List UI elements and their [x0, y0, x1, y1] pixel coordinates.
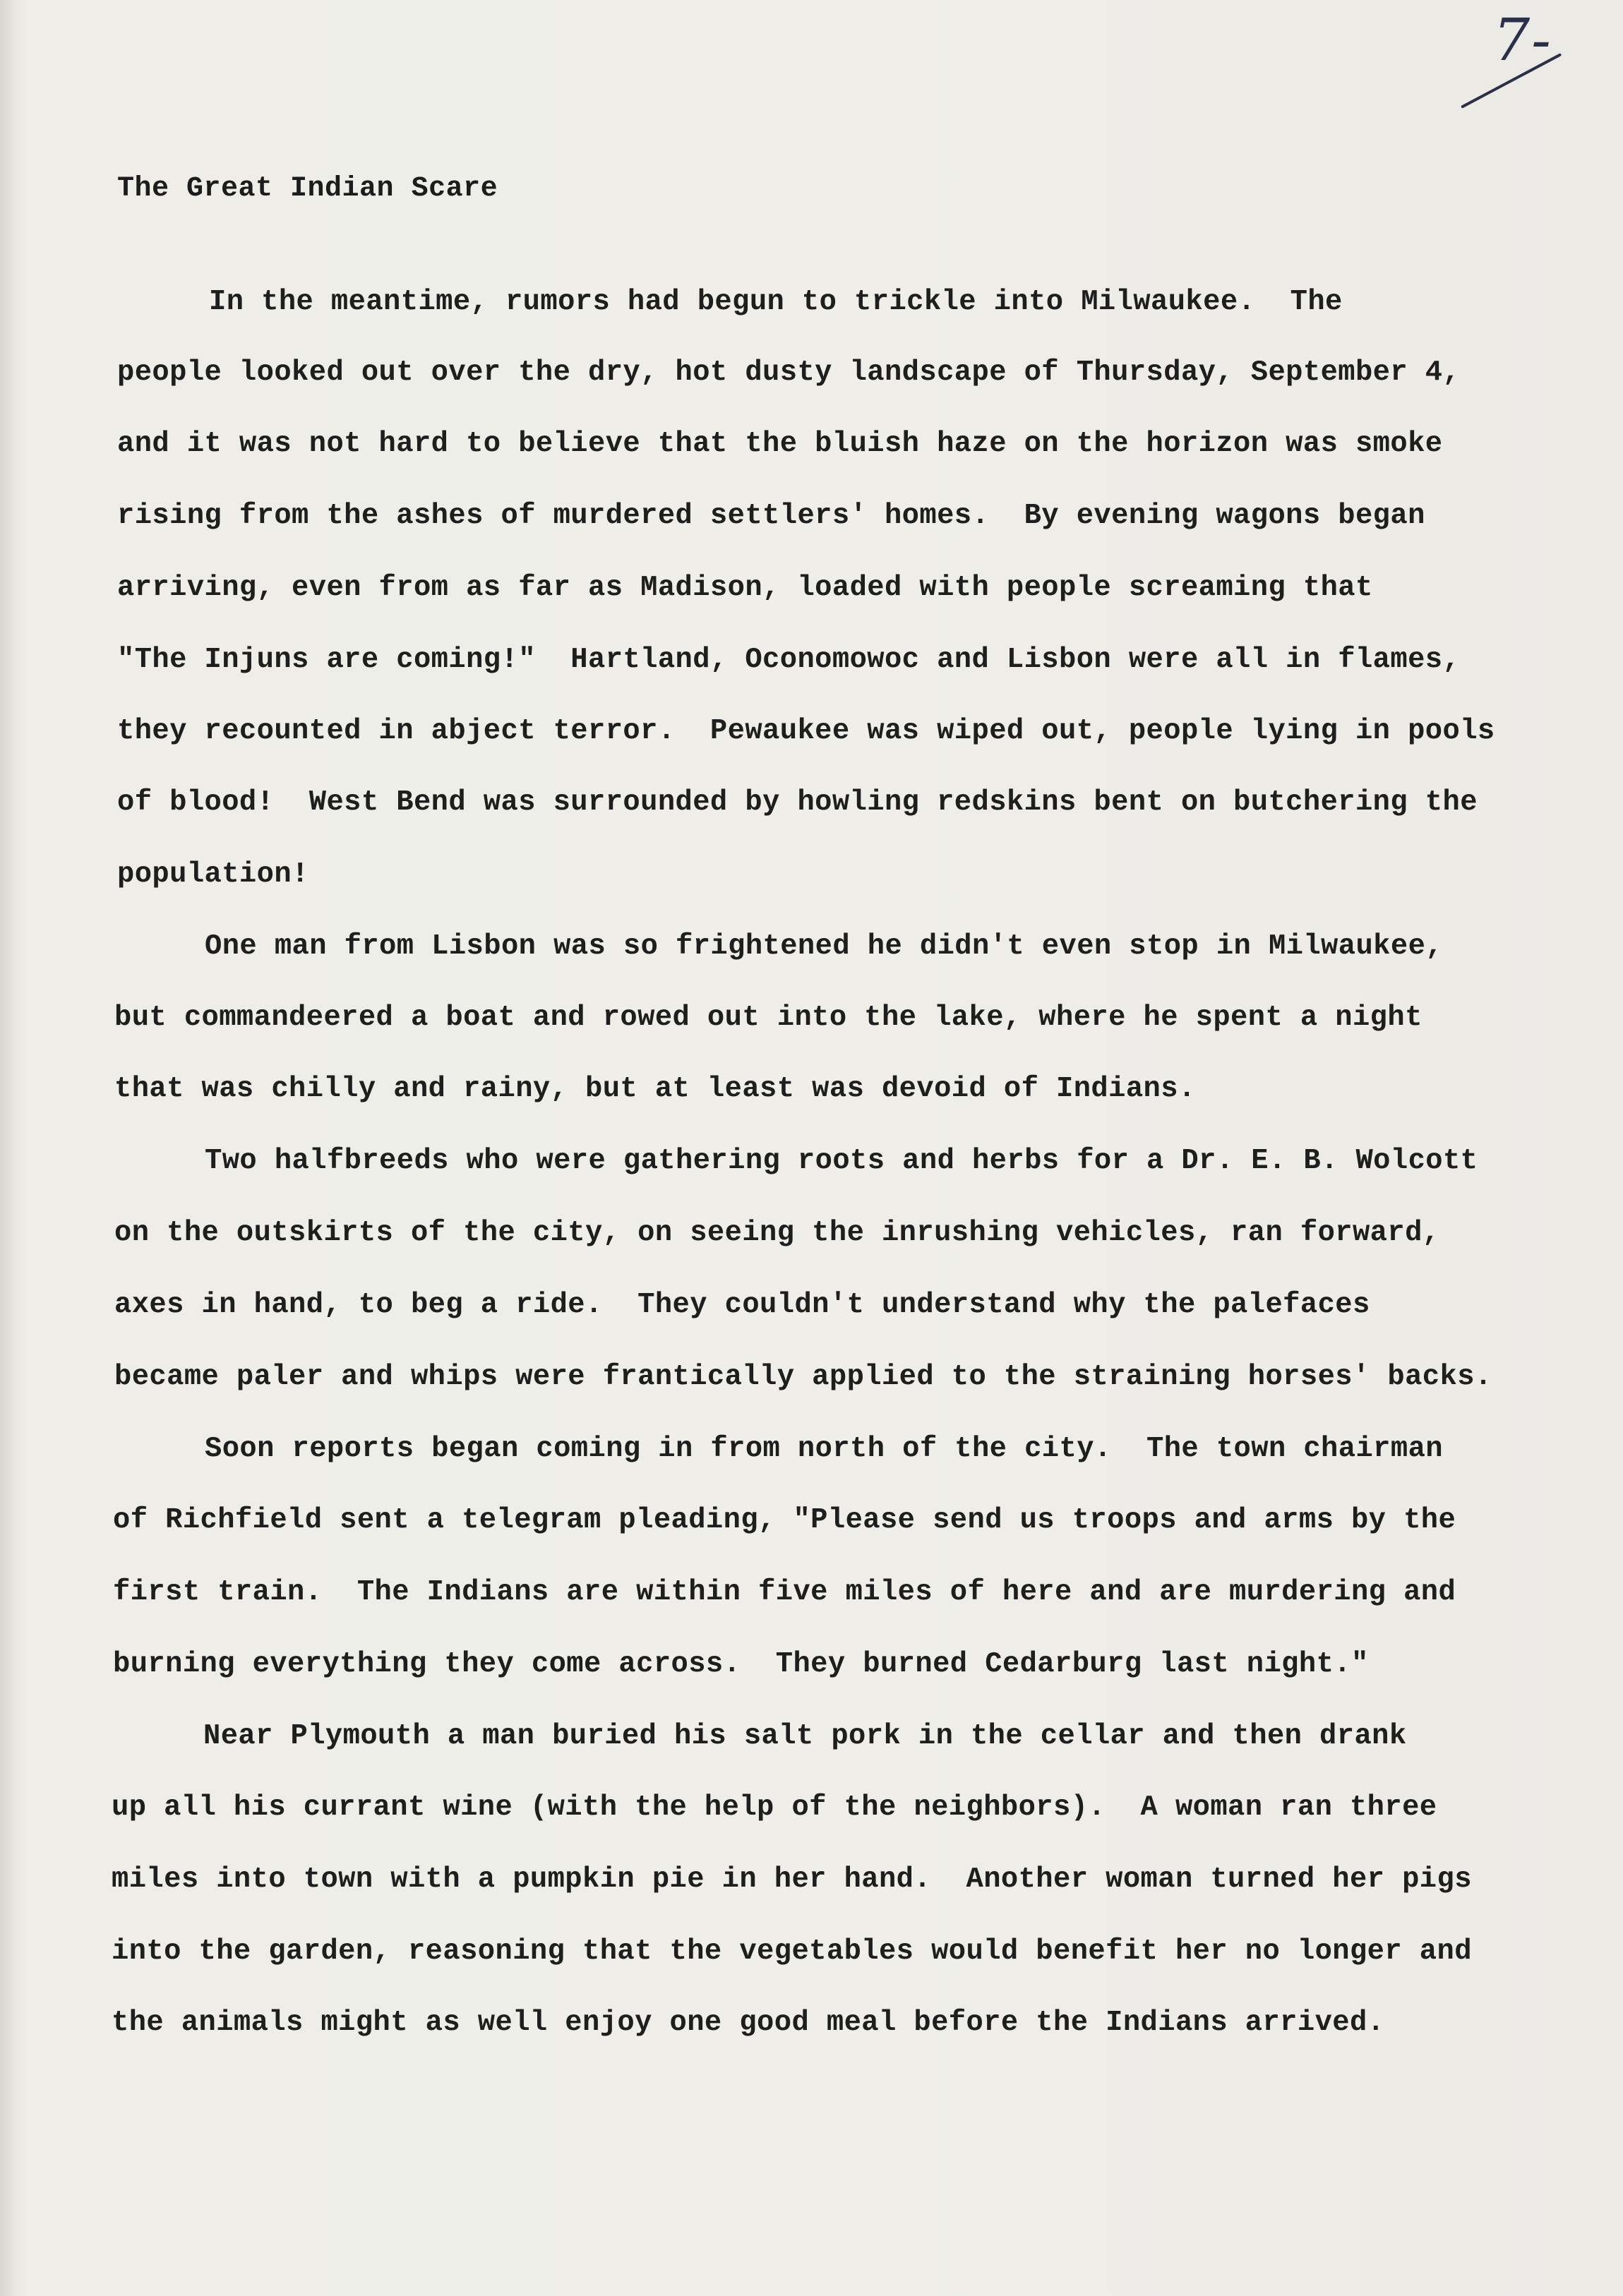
text-line: Soon reports began coming in from north of the city. The town chairman [205, 1433, 1443, 1465]
text-line: miles into town with a pumpkin pie in her hand. Another woman turned her pigs [112, 1863, 1472, 1896]
text-line: that was chilly and rainy, but at least was devoid of Indians. [114, 1073, 1196, 1105]
text-line: into the garden, reasoning that the vegetables would benefit her no longer and [112, 1935, 1472, 1968]
text-line: the animals might as well enjoy one good meal before the Indians arrived. [112, 2007, 1385, 2039]
text-line: and it was not hard to believe that the bluish haze on the horizon was smoke [117, 428, 1443, 460]
text-line: One man from Lisbon was so frightened he didn't even stop in Milwaukee, [205, 930, 1443, 963]
text-line: burning everything they come across. They burned Cedarburg last night." [113, 1648, 1369, 1681]
text-line: became paler and whips were frantically applied to the straining horses' backs. [114, 1361, 1492, 1393]
text-line: up all his currant wine (with the help of the neighbors). A woman ran three [112, 1791, 1437, 1824]
text-line: they recounted in abject terror. Pewaukee was wiped out, people lying in pools [117, 715, 1495, 747]
text-line: first train. The Indians are within five miles of here and are murdering and [113, 1576, 1456, 1609]
text-line: people looked out over the dry, hot dusty landscape of Thursday, September 4, [117, 356, 1461, 389]
text-line: arriving, even from as far as Madison, loaded with people screaming that [117, 572, 1373, 604]
text-line: Two halfbreeds who were gathering roots and herbs for a Dr. E. B. Wolcott [205, 1145, 1478, 1177]
text-line: of blood! West Bend was surrounded by howling redskins bent on butchering the [117, 786, 1478, 819]
text-line: population! [117, 858, 309, 891]
text-line: on the outskirts of the city, on seeing the inrushing vehicles, ran forward, [114, 1217, 1440, 1249]
document-title: The Great Indian Scare [117, 173, 498, 205]
handwritten-page-number: 7- [1493, 7, 1552, 74]
text-line: but commandeered a boat and rowed out into the lake, where he spent a night [114, 1002, 1423, 1034]
text-line: Near Plymouth a man buried his salt pork in the cellar and then drank [203, 1720, 1407, 1753]
text-line: In the meantime, rumors had begun to trickle into Milwaukee. The [209, 286, 1343, 318]
text-line: "The Injuns are coming!" Hartland, Oconomowoc and Lisbon were all in flames, [117, 644, 1461, 676]
text-line: of Richfield sent a telegram pleading, "Please send us troops and arms by the [113, 1504, 1456, 1537]
page-left-edge [0, 0, 16, 2296]
text-line: rising from the ashes of murdered settlers' homes. By evening wagons began [117, 500, 1425, 532]
text-line: axes in hand, to beg a ride. They couldn't understand why the palefaces [114, 1289, 1370, 1321]
